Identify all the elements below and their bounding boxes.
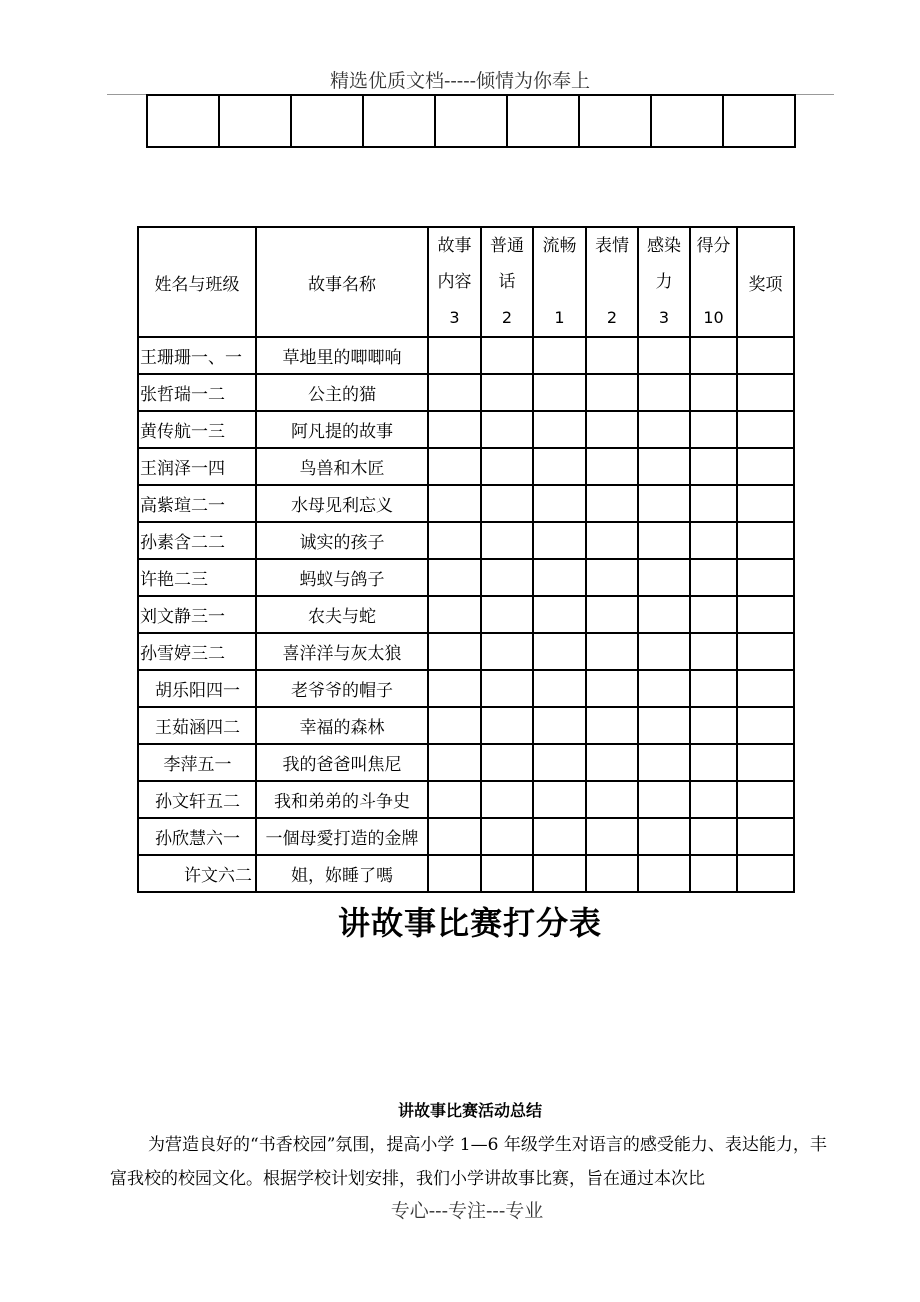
score-cell (533, 744, 586, 781)
summary-paragraph: 为营造良好的“书香校园”氛围，提高小学 1—6 年级学生对语言的感受能力、表达能力，丰富我校的校园文化。根据学校计划安排，我们小学讲故事比赛，旨在通过本次比 (110, 1135, 827, 1189)
award-cell (737, 818, 794, 855)
empty-cell (291, 95, 363, 147)
student-name-class: 孙素含二二 (138, 522, 256, 559)
header-criterion: 故事 内容 3 (428, 227, 481, 337)
score-cell (428, 448, 481, 485)
score-cell (533, 448, 586, 485)
award-cell (737, 781, 794, 818)
score-cell (481, 411, 533, 448)
award-cell (737, 374, 794, 411)
award-cell (737, 670, 794, 707)
score-cell (428, 596, 481, 633)
student-name-class: 胡乐阳四一 (138, 670, 256, 707)
score-cell (428, 559, 481, 596)
score-cell (481, 707, 533, 744)
score-cell (690, 374, 737, 411)
score-cell (690, 781, 737, 818)
summary-title: 讲故事比赛活动总结 (397, 1101, 542, 1120)
student-name-class: 王珊珊一、一 (138, 337, 256, 374)
empty-cell (651, 95, 723, 147)
award-cell (737, 633, 794, 670)
score-cell (533, 633, 586, 670)
student-name-class: 孙雪婷三二 (138, 633, 256, 670)
table-row (138, 596, 794, 633)
score-cell (428, 818, 481, 855)
score-cell (586, 744, 638, 781)
score-cell (586, 448, 638, 485)
student-name-class: 许文六二 (138, 855, 256, 892)
score-cell (586, 374, 638, 411)
story-title: 水母见利忘义 (256, 485, 428, 522)
table-row (138, 707, 794, 744)
student-name-class: 张哲瑞一二 (138, 374, 256, 411)
score-cell (690, 818, 737, 855)
table-row (138, 633, 794, 670)
score-cell (481, 633, 533, 670)
score-cell (428, 855, 481, 892)
table-row (138, 855, 794, 892)
table-row (138, 670, 794, 707)
score-cell (638, 707, 690, 744)
award-cell (737, 485, 794, 522)
score-cell (638, 744, 690, 781)
score-cell (586, 818, 638, 855)
score-cell (690, 633, 737, 670)
score-cell (586, 559, 638, 596)
student-name-class: 孙欣慧六一 (138, 818, 256, 855)
table-row (138, 411, 794, 448)
empty-cell (219, 95, 291, 147)
score-cell (481, 374, 533, 411)
score-cell (690, 596, 737, 633)
table-row (138, 559, 794, 596)
table-row (138, 337, 794, 374)
student-name-class: 孙文轩五二 (138, 781, 256, 818)
score-cell (533, 707, 586, 744)
score-cell (533, 374, 586, 411)
student-name-class: 王润泽一四 (138, 448, 256, 485)
score-cell (481, 744, 533, 781)
table-row (138, 448, 794, 485)
header-story: 故事名称 (256, 227, 428, 337)
score-cell (638, 559, 690, 596)
story-title: 我的爸爸叫焦尼 (256, 744, 428, 781)
header-criterion: 流畅 1 (533, 227, 586, 337)
score-cell (638, 818, 690, 855)
score-cell (586, 633, 638, 670)
award-cell (737, 559, 794, 596)
empty-cell (579, 95, 651, 147)
score-cell (533, 522, 586, 559)
table-title: 讲故事比赛打分表 (337, 904, 602, 942)
score-cell (690, 707, 737, 744)
score-cell (586, 522, 638, 559)
score-cell (690, 744, 737, 781)
score-table (137, 226, 795, 893)
score-cell (428, 744, 481, 781)
empty-cell (363, 95, 435, 147)
story-title: 草地里的唧唧响 (256, 337, 428, 374)
score-cell (690, 485, 737, 522)
table-row (138, 522, 794, 559)
story-title: 公主的猫 (256, 374, 428, 411)
score-cell (638, 485, 690, 522)
score-cell (690, 855, 737, 892)
header-criterion: 表情 2 (586, 227, 638, 337)
score-cell (481, 448, 533, 485)
score-cell (428, 337, 481, 374)
story-title: 姐，妳睡了嗎 (256, 855, 428, 892)
score-cell (533, 411, 586, 448)
page-header: 精选优质文档-----倾情为你奉上 (329, 70, 591, 92)
award-cell (737, 596, 794, 633)
score-cell (638, 448, 690, 485)
score-cell (638, 374, 690, 411)
score-cell (481, 485, 533, 522)
header-criterion: 得分 10 (690, 227, 737, 337)
score-cell (638, 670, 690, 707)
student-name-class: 刘文静三一 (138, 596, 256, 633)
award-cell (737, 855, 794, 892)
score-cell (690, 670, 737, 707)
score-cell (586, 781, 638, 818)
score-cell (638, 522, 690, 559)
score-cell (690, 411, 737, 448)
empty-cell (507, 95, 579, 147)
header-criterion: 普通 话 2 (481, 227, 533, 337)
score-cell (638, 781, 690, 818)
award-cell (737, 337, 794, 374)
score-cell (638, 855, 690, 892)
empty-cell (723, 95, 795, 147)
score-cell (586, 707, 638, 744)
page-footer: 专心---专注---专业 (390, 1200, 544, 1222)
award-cell (737, 448, 794, 485)
student-name-class: 黄传航一三 (138, 411, 256, 448)
story-title: 农夫与蛇 (256, 596, 428, 633)
score-cell (533, 818, 586, 855)
score-cell (533, 559, 586, 596)
score-cell (690, 337, 737, 374)
score-cell (428, 707, 481, 744)
story-title: 一個母愛打造的金牌 (256, 818, 428, 855)
score-cell (586, 596, 638, 633)
score-cell (481, 781, 533, 818)
empty-cell (435, 95, 507, 147)
score-cell (690, 559, 737, 596)
score-cell (428, 485, 481, 522)
story-title: 老爷爷的帽子 (256, 670, 428, 707)
empty-table-fragment (146, 94, 796, 148)
award-cell (737, 411, 794, 448)
score-table-body (138, 227, 794, 892)
table-row (138, 818, 794, 855)
story-title: 诚实的孩子 (256, 522, 428, 559)
story-title: 阿凡提的故事 (256, 411, 428, 448)
score-cell (481, 670, 533, 707)
score-cell (533, 485, 586, 522)
score-cell (428, 522, 481, 559)
score-cell (428, 374, 481, 411)
score-cell (690, 522, 737, 559)
empty-cell (147, 95, 219, 147)
table-header-row (138, 227, 794, 337)
score-cell (428, 411, 481, 448)
table-row (138, 781, 794, 818)
score-cell (533, 596, 586, 633)
score-cell (586, 337, 638, 374)
score-cell (533, 337, 586, 374)
score-cell (586, 485, 638, 522)
score-cell (586, 411, 638, 448)
student-name-class: 李萍五一 (138, 744, 256, 781)
header-award: 奖项 (737, 227, 794, 337)
score-cell (690, 448, 737, 485)
student-name-class: 高紫瑄二一 (138, 485, 256, 522)
story-title: 幸福的森林 (256, 707, 428, 744)
table-row (138, 374, 794, 411)
student-name-class: 许艳二三 (138, 559, 256, 596)
score-cell (428, 633, 481, 670)
score-cell (586, 670, 638, 707)
score-cell (428, 670, 481, 707)
score-cell (533, 855, 586, 892)
score-cell (533, 781, 586, 818)
score-cell (533, 670, 586, 707)
score-cell (481, 522, 533, 559)
score-cell (481, 596, 533, 633)
table-row (138, 744, 794, 781)
score-cell (638, 633, 690, 670)
score-cell (481, 337, 533, 374)
score-cell (481, 559, 533, 596)
table-row (138, 485, 794, 522)
score-cell (481, 855, 533, 892)
header-name: 姓名与班级 (138, 227, 256, 337)
award-cell (737, 522, 794, 559)
award-cell (737, 707, 794, 744)
header-criterion: 感染 力 3 (638, 227, 690, 337)
story-title: 喜洋洋与灰太狼 (256, 633, 428, 670)
story-title: 鸟兽和木匠 (256, 448, 428, 485)
story-title: 蚂蚁与鸽子 (256, 559, 428, 596)
score-cell (428, 781, 481, 818)
score-cell (638, 337, 690, 374)
student-name-class: 王茹涵四二 (138, 707, 256, 744)
score-cell (586, 855, 638, 892)
score-cell (638, 411, 690, 448)
score-cell (481, 818, 533, 855)
award-cell (737, 744, 794, 781)
story-title: 我和弟弟的斗争史 (256, 781, 428, 818)
score-cell (638, 596, 690, 633)
